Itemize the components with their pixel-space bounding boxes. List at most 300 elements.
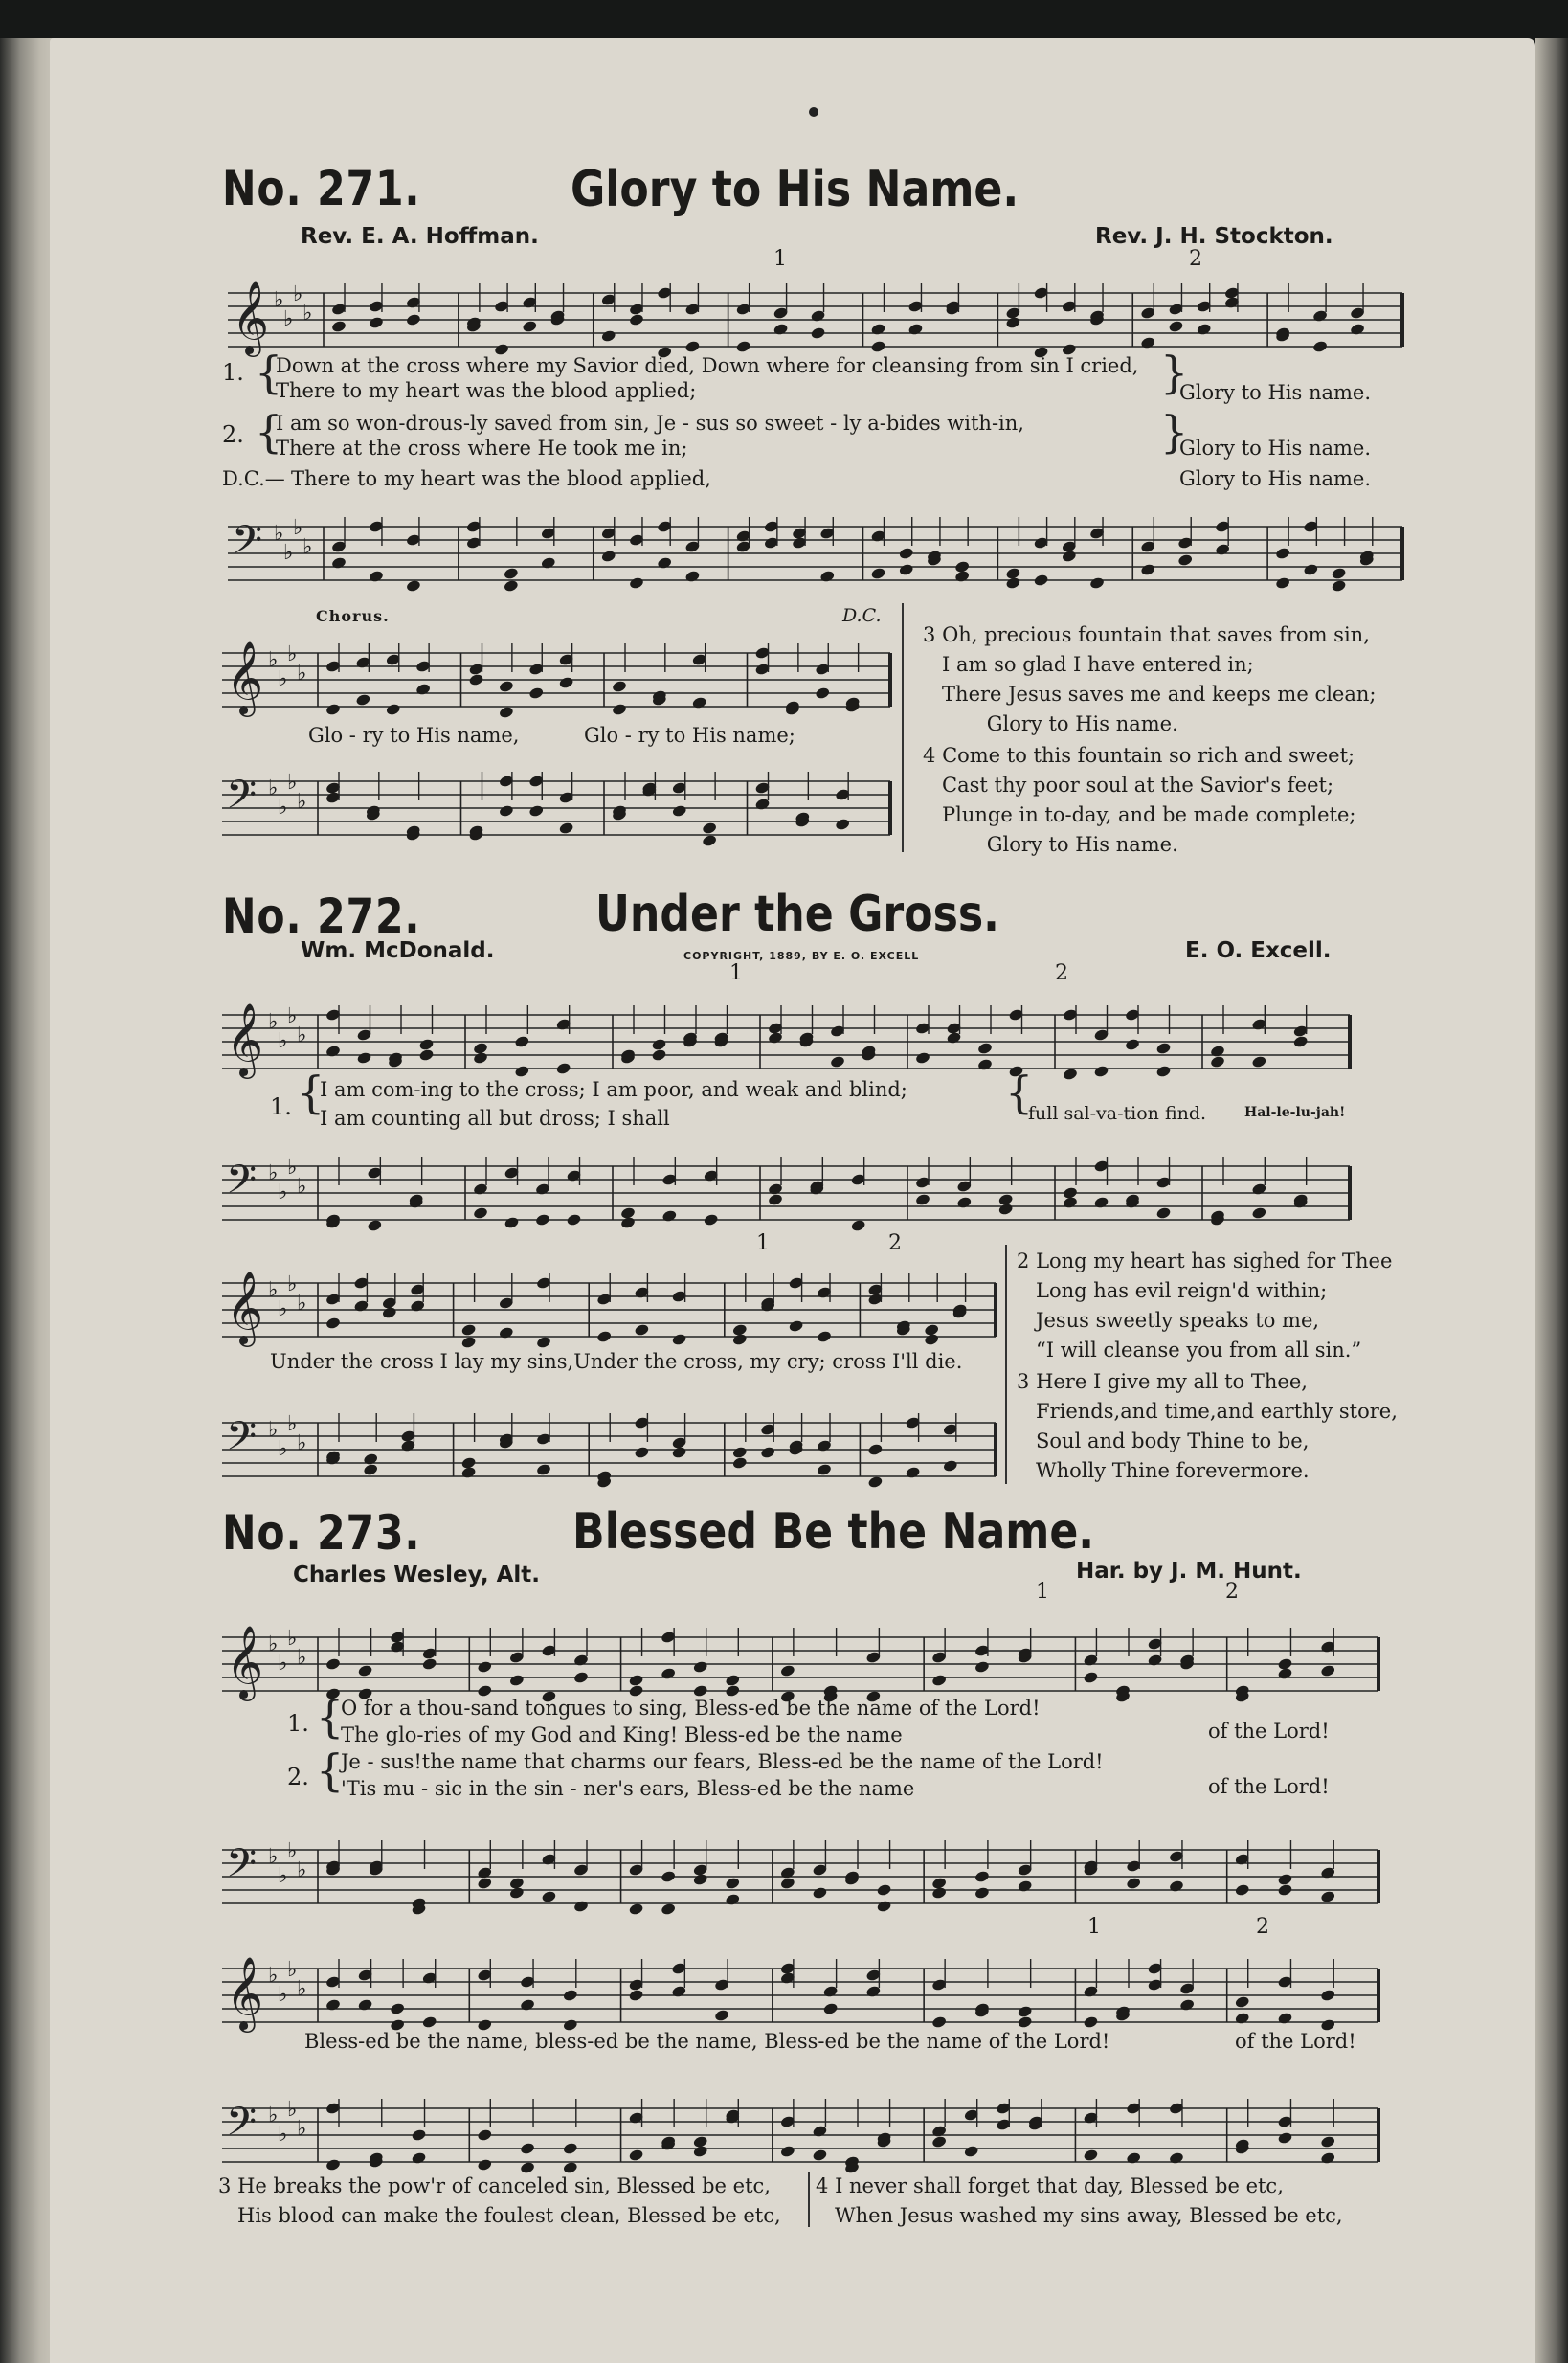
- note-head: [504, 567, 520, 580]
- note-head: [1093, 1196, 1109, 1209]
- note-head: [477, 1660, 493, 1674]
- note-head: [732, 1333, 749, 1346]
- verse-brace: {: [297, 1067, 325, 1118]
- note-head: [514, 1035, 530, 1048]
- chorus-lyric: Glo - ry to His name;: [584, 724, 795, 747]
- note-head: [815, 686, 831, 700]
- note-head: [509, 1674, 526, 1687]
- note-head: [628, 2149, 644, 2162]
- bass-clef-icon: 𝄢: [226, 1413, 258, 1469]
- note-head: [974, 1660, 991, 1674]
- flat-sign: ♭: [297, 1977, 307, 2001]
- verse-line: 'Tis mu - sic in the sin - ner's ears, Bless-ed be the name: [341, 1777, 915, 1800]
- note-head: [600, 550, 616, 563]
- note-head: [418, 1038, 435, 1051]
- note-head: [1277, 1667, 1293, 1680]
- note-head: [596, 1330, 613, 1343]
- note-head: [692, 1873, 708, 1886]
- note-head: [725, 1893, 741, 1906]
- note-head: [768, 1193, 784, 1206]
- hymn-272-refrain-treble-staff: [222, 1264, 996, 1356]
- note-head: [780, 1664, 796, 1677]
- verse-brace: {: [255, 406, 283, 458]
- note-head: [822, 2002, 839, 2015]
- column-divider: [902, 603, 904, 852]
- note-head: [406, 579, 422, 593]
- stanza-2: 2 Long my heart has sighed for Thee Long has evil reign'd within; Jesus sweetly speaks to me, “I will cleanse you from all sin.”: [1017, 1249, 1393, 1362]
- note-head: [898, 547, 914, 560]
- ending-1-label: 1: [729, 961, 743, 985]
- note-head: [1331, 567, 1347, 580]
- note-head: [600, 329, 616, 343]
- refrain-ending: of the Lord!: [1235, 2030, 1356, 2053]
- note-head: [1292, 1035, 1309, 1048]
- flat-sign: ♭: [293, 516, 303, 540]
- flat-sign: ♭: [302, 302, 313, 326]
- note-head: [780, 2145, 796, 2158]
- note-head: [1251, 1206, 1267, 1220]
- scan-background: [0, 0, 1568, 42]
- note-head: [628, 1902, 644, 1916]
- ending-text: Glory to His name.: [1179, 467, 1372, 490]
- hymn-271-treble-staff: [228, 274, 1402, 366]
- note-head: [382, 1306, 398, 1319]
- bass-clef-icon: 𝄢: [232, 517, 263, 573]
- note-head: [671, 1446, 687, 1459]
- hymn-272-number: No. 272.: [222, 889, 421, 944]
- flat-sign: ♭: [278, 667, 288, 691]
- note-head: [684, 570, 701, 583]
- note-head: [1234, 2012, 1250, 2025]
- note-head: [876, 1883, 892, 1897]
- flat-sign: ♭: [268, 1418, 279, 1442]
- hymn-273-bass-staff: [222, 1831, 1378, 1923]
- note-head: [411, 2151, 427, 2165]
- note-head: [477, 1877, 493, 1890]
- note-head: [628, 1674, 644, 1687]
- ending-2-label: 2: [1256, 1915, 1269, 1939]
- note-head: [830, 1055, 846, 1069]
- note-head: [931, 2015, 948, 2029]
- note-head: [520, 1998, 536, 2012]
- flat-sign: ♭: [297, 1024, 307, 1047]
- flat-sign: ♭: [274, 522, 284, 546]
- hymn-271-title: Glory to His Name.: [571, 161, 1019, 218]
- note-head: [997, 1203, 1014, 1216]
- ending-2-label: 2: [1225, 1580, 1239, 1604]
- note-head: [651, 1048, 667, 1062]
- note-head: [528, 804, 545, 818]
- hymn-271-music-credit: Rev. J. H. Stockton.: [1095, 224, 1333, 249]
- flat-sign: ♭: [274, 288, 284, 312]
- note-head: [331, 556, 347, 570]
- hymn-271-number: No. 271.: [222, 161, 421, 216]
- flat-sign: ♭: [287, 1272, 298, 1296]
- hymn-272-words-credit: Wm. McDonald.: [301, 938, 495, 963]
- verse-line: There to my heart was the blood applied,: [291, 467, 711, 490]
- note-head: [499, 804, 515, 818]
- flat-sign: ♭: [297, 1292, 307, 1316]
- note-head: [477, 1684, 493, 1698]
- note-head: [541, 556, 557, 570]
- note-head: [931, 1886, 948, 1900]
- flat-sign: ♭: [287, 1156, 298, 1180]
- ending-text: of the Lord!: [1208, 1720, 1330, 1743]
- note-head: [536, 1463, 552, 1476]
- note-head: [684, 340, 701, 353]
- note-head: [1210, 1045, 1226, 1058]
- note-head: [835, 818, 851, 831]
- note-head: [870, 567, 886, 580]
- hymn-272-refrain-bass-staff: [222, 1404, 996, 1496]
- flat-sign: ♭: [278, 1864, 288, 1888]
- refrain-lyric: Bless-ed be the name, bless-ed be the name, Bless-ed be the name of the Lord!: [304, 2030, 1110, 2053]
- note-head: [369, 570, 385, 583]
- note-head: [415, 683, 432, 696]
- note-head: [325, 1317, 342, 1330]
- flat-sign: ♭: [278, 1652, 288, 1676]
- verse-brace: {: [316, 1691, 345, 1743]
- treble-clef-icon: 𝄞: [226, 1271, 264, 1344]
- ending-text: full sal-va-tion find.: [1028, 1103, 1207, 1124]
- note-head: [1320, 1989, 1336, 2002]
- hymn-272-bass-staff: [222, 1147, 1350, 1239]
- note-head: [963, 2145, 979, 2158]
- note-head: [1303, 563, 1319, 576]
- hymn-272-copyright: COPYRIGHT, 1889, BY E. O. EXCELL: [683, 950, 920, 962]
- ending-2-label: 2: [888, 1231, 902, 1255]
- note-head: [702, 821, 718, 835]
- note-head: [1168, 320, 1184, 333]
- note-head: [924, 1333, 940, 1346]
- note-head: [460, 1323, 477, 1337]
- note-head: [725, 1684, 741, 1698]
- note-head: [651, 1038, 667, 1051]
- note-head: [1140, 336, 1156, 349]
- flat-sign: ♭: [297, 662, 307, 686]
- flat-sign: ♭: [297, 2117, 307, 2141]
- ending-1-label: 1: [1087, 1915, 1101, 1939]
- hymn-273-title: Blessed Be the Name.: [572, 1503, 1095, 1561]
- stanza-3: 3 Oh, precious fountain that saves from sin, I am so glad I have entered in; There Jesus saves me and keeps me clean; Glory to His name.: [923, 623, 1377, 735]
- flat-sign: ♭: [287, 1839, 298, 1863]
- note-head: [634, 1323, 650, 1337]
- treble-clef-icon: 𝄞: [232, 281, 270, 354]
- note-head: [1063, 1196, 1079, 1209]
- flat-sign: ♭: [268, 2104, 279, 2127]
- column-divider: [1005, 1245, 1007, 1484]
- note-head: [1083, 1671, 1099, 1684]
- note-head: [714, 2009, 730, 2022]
- note-head: [760, 1446, 776, 1459]
- hymn-273-refrain-treble-staff: [222, 1949, 1378, 2041]
- note-head: [325, 1998, 342, 2012]
- note-head: [1234, 1883, 1250, 1897]
- note-head: [692, 1660, 708, 1674]
- verse-brace: }: [1160, 347, 1189, 398]
- treble-clef-icon: 𝄞: [226, 1956, 264, 2030]
- note-head: [1277, 2012, 1293, 2025]
- flat-sign: ♭: [287, 1627, 298, 1651]
- note-head: [905, 1466, 921, 1479]
- flat-sign: ♭: [268, 1632, 279, 1656]
- note-head: [817, 1463, 833, 1476]
- note-head: [773, 323, 789, 336]
- note-head: [1155, 1206, 1172, 1220]
- flat-sign: ♭: [268, 648, 279, 672]
- note-head: [634, 1446, 650, 1459]
- note-head: [473, 1206, 489, 1220]
- note-head: [850, 1219, 866, 1232]
- note-head: [421, 2015, 437, 2029]
- note-head: [956, 1196, 973, 1209]
- page-mark: [809, 107, 818, 117]
- note-head: [1017, 2015, 1033, 2029]
- verse-line: There to my heart was the blood applied;: [276, 379, 697, 402]
- note-head: [1125, 1038, 1141, 1051]
- note-head: [628, 1989, 644, 2002]
- note-head: [1331, 579, 1347, 593]
- note-head: [1126, 1877, 1142, 1890]
- note-head: [1179, 1998, 1196, 2012]
- hymn-271-chorus-treble-staff: [222, 634, 890, 726]
- note-head: [1312, 340, 1329, 353]
- note-head: [931, 2135, 948, 2149]
- note-head: [870, 323, 886, 336]
- note-head: [1126, 2151, 1142, 2165]
- note-head: [528, 686, 545, 700]
- note-head: [867, 1443, 884, 1456]
- note-head: [325, 2158, 342, 2172]
- note-head: [1320, 1890, 1336, 1903]
- note-head: [514, 1065, 530, 1078]
- refrain-lyric: Under the cross I lay my sins,Under the cross, my cry; cross I'll die.: [270, 1350, 963, 1373]
- note-head: [1169, 1879, 1185, 1893]
- note-head: [1140, 563, 1156, 576]
- note-head: [612, 680, 628, 693]
- note-head: [661, 1209, 678, 1223]
- note-head: [1177, 553, 1194, 567]
- note-head: [810, 326, 826, 340]
- flat-sign: ♭: [287, 1412, 298, 1436]
- note-head: [788, 1319, 804, 1333]
- verse-line: I am counting all but dross; I shall: [320, 1107, 670, 1130]
- bass-clef-icon: 𝄢: [226, 1840, 258, 1896]
- note-head: [702, 834, 718, 847]
- flat-sign: ♭: [278, 1029, 288, 1053]
- verse-line: I am so won-drous-ly saved from sin, Je - sus so sweet - ly a-bides with-in,: [276, 412, 1024, 435]
- note-head: [558, 676, 574, 689]
- chorus-label: Chorus.: [316, 607, 390, 625]
- note-head: [977, 1042, 994, 1055]
- flat-sign: ♭: [278, 1437, 288, 1461]
- ending-2-label: 2: [1189, 247, 1202, 271]
- note-head: [703, 1213, 719, 1227]
- note-head: [876, 1900, 892, 1913]
- verse-line: There at the cross where He took me in;: [276, 437, 688, 460]
- note-head: [1063, 1068, 1079, 1081]
- note-head: [725, 1877, 741, 1890]
- note-head: [732, 1456, 749, 1470]
- column-divider: [808, 2172, 810, 2227]
- flat-sign: ♭: [268, 1278, 279, 1302]
- note-head: [1089, 576, 1106, 590]
- flat-sign: ♭: [268, 1964, 279, 1988]
- chorus-lyric: Glo - ry to His name,: [308, 724, 520, 747]
- note-head: [915, 1193, 931, 1206]
- note-head: [974, 1886, 991, 1900]
- flat-sign: ♭: [302, 535, 313, 559]
- flat-sign: ♭: [297, 1858, 307, 1882]
- note-head: [520, 2142, 536, 2155]
- verse-line: Je - sus!the name that charms our fears, Bless-ed be the name of the Lord!: [341, 1750, 1104, 1773]
- note-head: [1275, 547, 1291, 560]
- note-head: [1169, 2151, 1185, 2165]
- stanza-4: 4 Come to this fountain so rich and sweet; Cast thy poor soul at the Savior's feet; Plunge in to-day, and be made complete; Glory to His name.: [923, 744, 1356, 856]
- note-head: [780, 1877, 796, 1890]
- note-head: [1017, 2005, 1033, 2018]
- note-head: [661, 1902, 677, 1916]
- note-head: [943, 1459, 959, 1473]
- note-head: [509, 1886, 526, 1900]
- note-head: [369, 316, 385, 329]
- note-head: [612, 703, 628, 716]
- note-head: [573, 1900, 590, 1913]
- flat-sign: ♭: [278, 1297, 288, 1321]
- note-head: [535, 1213, 551, 1227]
- ending-1-label: 1: [773, 247, 787, 271]
- verse-number: 1.: [222, 359, 244, 386]
- note-head: [1196, 323, 1212, 336]
- stanza-3: 3 He breaks the pow'r of canceled sin, Blessed be etc, His blood can make the foulest clean, Blessed be etc,: [218, 2174, 781, 2227]
- note-head: [499, 680, 515, 693]
- note-head: [1005, 576, 1021, 590]
- flat-sign: ♭: [297, 790, 307, 814]
- note-head: [460, 1466, 477, 1479]
- verse-number: 2.: [222, 421, 244, 448]
- note-head: [1155, 1065, 1172, 1078]
- flat-sign: ♭: [278, 1181, 288, 1204]
- stanza-4: 4 I never shall forget that day, Blessed be etc, When Jesus washed my sins away, Blessed be etc,: [816, 2174, 1343, 2227]
- halleluiah-text: Hal-le-lu-jah!: [1244, 1105, 1346, 1120]
- ending-1-label: 1: [1036, 1580, 1049, 1604]
- note-head: [867, 1475, 884, 1489]
- hymn-273-music-credit: Har. by J. M. Hunt.: [1076, 1559, 1302, 1584]
- note-head: [732, 1446, 749, 1459]
- verse-brace: {: [1005, 1067, 1034, 1118]
- dc-mark: D.C.: [842, 605, 882, 626]
- flat-sign: ♭: [287, 642, 298, 666]
- note-head: [629, 313, 645, 326]
- note-head: [536, 1336, 552, 1349]
- note-head: [1033, 574, 1049, 587]
- note-head: [1350, 323, 1366, 336]
- note-head: [1320, 1664, 1336, 1677]
- book-spine-shadow: [1535, 38, 1568, 2363]
- note-head: [629, 576, 645, 590]
- hymn-273-refrain-bass-staff: [222, 2089, 1378, 2181]
- flat-sign: ♭: [297, 1431, 307, 1455]
- note-head: [541, 1890, 557, 1903]
- hymn-272-treble-staff: [222, 996, 1350, 1088]
- note-head: [418, 1048, 435, 1062]
- note-head: [692, 2145, 708, 2158]
- note-head: [812, 1886, 828, 1900]
- note-head: [325, 1657, 342, 1671]
- note-head: [325, 703, 342, 716]
- flat-sign: ♭: [268, 1010, 279, 1034]
- bass-clef-icon: 𝄢: [226, 2099, 258, 2154]
- hymn-271-words-credit: Rev. E. A. Hoffman.: [301, 224, 539, 249]
- note-head: [477, 2128, 493, 2142]
- note-head: [357, 1664, 373, 1677]
- flat-sign: ♭: [287, 2098, 298, 2122]
- note-head: [1320, 2135, 1336, 2149]
- note-head: [390, 2002, 406, 2015]
- flat-sign: ♭: [278, 796, 288, 820]
- note-head: [1277, 2131, 1293, 2145]
- note-head: [363, 1452, 379, 1466]
- note-head: [1275, 576, 1291, 590]
- verse-brace: {: [255, 347, 283, 398]
- note-head: [406, 313, 422, 326]
- note-head: [573, 1671, 590, 1684]
- note-head: [907, 323, 924, 336]
- stanza-3: 3 Here I give my all to Thee, Friends,and time,and earthly store, Soul and body Thine to be, Wholly Thine forevermore.: [1017, 1370, 1398, 1482]
- ending-1-label: 1: [756, 1231, 770, 1255]
- hymn-272-title: Under the Gross.: [595, 886, 999, 943]
- note-head: [671, 1333, 687, 1346]
- note-head: [628, 1684, 644, 1698]
- note-head: [367, 1219, 383, 1232]
- note-head: [499, 1326, 515, 1339]
- note-head: [355, 693, 371, 707]
- ending-text: Glory to His name.: [1179, 381, 1372, 404]
- hymn-273-number: No. 273.: [222, 1505, 421, 1561]
- note-head: [385, 703, 401, 716]
- treble-clef-icon: 𝄞: [226, 1625, 264, 1699]
- flat-sign: ♭: [278, 2123, 288, 2147]
- flat-sign: ♭: [278, 1983, 288, 2007]
- note-head: [1234, 1995, 1250, 2009]
- note-head: [931, 1674, 948, 1687]
- note-head: [468, 673, 484, 686]
- note-head: [477, 2158, 493, 2172]
- note-head: [356, 1051, 372, 1065]
- ending-text: Glory to His name.: [1179, 437, 1372, 460]
- bass-clef-icon: 𝄢: [226, 1157, 258, 1212]
- flat-sign: ♭: [283, 307, 294, 331]
- verse-number: 1.: [287, 1710, 309, 1737]
- note-head: [1155, 1042, 1172, 1055]
- note-head: [558, 821, 574, 835]
- note-head: [620, 1216, 637, 1229]
- note-head: [421, 1657, 437, 1671]
- note-head: [566, 1213, 582, 1227]
- note-head: [735, 340, 751, 353]
- note-head: [661, 1870, 677, 1883]
- note-head: [692, 1684, 708, 1698]
- note-head: [331, 320, 347, 333]
- note-head: [1017, 1879, 1033, 1893]
- flat-sign: ♭: [268, 776, 279, 800]
- note-head: [1210, 1055, 1226, 1069]
- treble-clef-icon: 𝄞: [226, 1002, 264, 1076]
- verse-line: I am com-ing to the cross; I am poor, and weak and blind;: [320, 1078, 907, 1101]
- flat-sign: ♭: [283, 541, 294, 565]
- note-head: [522, 320, 538, 333]
- flat-sign: ♭: [293, 282, 303, 306]
